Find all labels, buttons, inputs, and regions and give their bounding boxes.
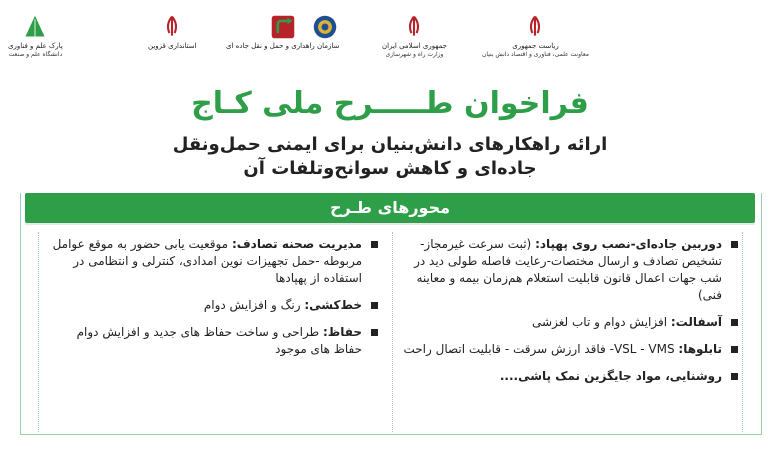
item-text: موقعیت یابی حضور به موقع عوامل مربوطه -حمل تجهیزات نوین امدادی، کنترلی و انتظامی در استفاده از پهپادها (52, 237, 362, 285)
list-item (45, 324, 380, 358)
bullet-icon (371, 241, 378, 248)
police-badge-icon (312, 14, 338, 40)
list-item (45, 297, 380, 314)
bullet-icon (731, 319, 738, 326)
bullet-icon (731, 241, 738, 248)
column-divider (392, 232, 393, 432)
qazvin-logo (148, 14, 197, 51)
list-item (400, 314, 740, 331)
item-title: مدیریت صحنه تصادف: (231, 237, 362, 251)
list-item (400, 368, 740, 385)
qazvin-logo-text: استانداری قزوین (148, 42, 197, 50)
item-text: VSL - VMS- فاقد ارزش سرقت - قابلیت اتصال راحت (403, 342, 675, 356)
vp-logo-text: ریاست جمهوری (512, 42, 559, 50)
road-arrow-icon (270, 14, 296, 40)
item-title: حفاظ: (322, 325, 362, 339)
item-title: تابلوها: (678, 342, 722, 356)
logo-row (0, 8, 780, 70)
iran-emblem-icon (522, 14, 548, 40)
list-item (400, 236, 740, 304)
ministry-logo-subtext: وزارت راه و شهرسازی (385, 51, 444, 58)
iran-emblem-icon (401, 14, 427, 40)
bullet-icon (371, 329, 378, 336)
bullet-icon (731, 346, 738, 353)
bullet-icon (371, 302, 378, 309)
iran-emblem-icon (159, 14, 185, 40)
tree-icon (22, 14, 48, 40)
park-logo-text: پارک علم و فناوری (8, 42, 63, 50)
banner-underline (25, 223, 755, 225)
item-title: دوربین جاده‌ای-نصب روی پهپاد: (535, 237, 722, 251)
police-logo (312, 14, 338, 40)
ministry-logo-text: جمهوری اسلامی ایران (382, 42, 447, 50)
item-text: طراحی و ساخت حفاظ های جدید و افزایش دوام حفاظ های موجود (76, 325, 362, 356)
page-title: فراخوان طـــــرح ملی کـاج (191, 86, 589, 121)
item-title: آسفالت: (670, 315, 722, 329)
item-text: رنگ و افزایش دوام (203, 298, 301, 312)
park-logo (8, 14, 63, 58)
subtitle-line-1: ارائه راهکارهای دانش‌بنیان برای ایمنی حمل‌ونقل (172, 134, 608, 155)
subtitle-line-2: جاده‌ای و کاهش سوانح‌وتلفات آن (243, 158, 537, 179)
right-column (400, 236, 740, 395)
park-logo-subtext: دانشگاه علم و صنعت (8, 51, 63, 58)
left-column (45, 236, 380, 368)
ministry-logo (382, 14, 447, 58)
vp-logo (482, 14, 589, 58)
left-dotted-rule (38, 232, 39, 432)
list-item (400, 341, 740, 358)
list-item (45, 236, 380, 287)
vp-logo-subtext: معاونت علمی، فناوری و اقتصاد دانش بنیان (482, 51, 589, 58)
item-text: (ثبت سرعت غیرمجاز-تشخیص تصادف و ارسال مختصات-رعایت فاصله طولی دید در شب جهات اعمال قانون قابلیت استعلام هم‌زمان بیمه و معاینه فنی) (414, 237, 722, 302)
item-title: خط‌کشی: (304, 298, 362, 312)
right-dotted-rule (742, 232, 743, 432)
item-text: افزایش دوام و تاب لغزشی (532, 315, 668, 329)
section-banner: محورهای طـرح (25, 193, 755, 223)
bullet-icon (731, 373, 738, 380)
roads-logo-text: سازمان راهداری و حمل و نقل جاده ای (226, 42, 340, 50)
item-title: روشنایی، مواد جایگزین نمک پاشی.... (499, 369, 722, 383)
